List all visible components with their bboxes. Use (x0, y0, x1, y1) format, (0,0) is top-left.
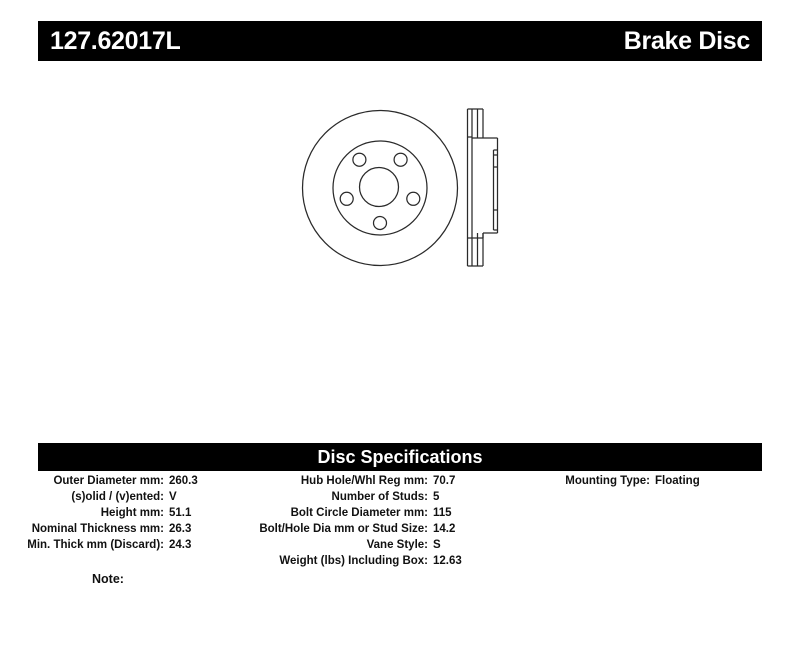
outer-diameter-circle (303, 111, 458, 266)
spec-row (520, 473, 700, 489)
spec-label: Number of Studs: (331, 491, 428, 503)
spec-column-middle (230, 473, 462, 569)
spec-row (230, 521, 462, 537)
spec-label: Bolt Circle Diameter mm: (290, 507, 428, 519)
stud-hole (340, 192, 353, 205)
spec-label: Outer Diameter mm: (53, 475, 164, 487)
stud-hole (407, 192, 420, 205)
spec-label: Bolt/Hole Dia mm or Stud Size: (259, 523, 428, 535)
brake-disc-cross-section (468, 109, 498, 266)
spec-label: Hub Hole/Whl Reg mm: (300, 475, 428, 487)
spec-row (230, 553, 462, 569)
spec-value: 5 (433, 491, 440, 503)
spec-section-title: Disc Specifications (317, 446, 483, 467)
stud-hole (394, 153, 407, 166)
product-type: Brake Disc (623, 26, 750, 55)
spec-value: 12.63 (433, 555, 462, 567)
hub-face-circle (333, 141, 427, 235)
spec-label: Vane Style: (366, 539, 428, 551)
spec-row (20, 521, 198, 537)
spec-value: 115 (433, 507, 452, 519)
spec-row (230, 537, 462, 553)
spec-value: 70.7 (433, 475, 456, 487)
spec-value: 14.2 (433, 523, 456, 535)
spec-row (230, 489, 462, 505)
spec-value: 260.3 (169, 475, 198, 487)
spec-label: Mounting Type: (565, 475, 650, 487)
brake-disc-front-view (303, 111, 458, 266)
center-bore-circle (360, 168, 399, 207)
spec-value: V (169, 491, 177, 503)
spec-row (20, 505, 198, 521)
spec-label: Nominal Thickness mm: (31, 523, 164, 535)
spec-label: Min. Thick mm (Discard): (27, 539, 164, 551)
spec-value: 24.3 (169, 539, 192, 551)
spec-row (20, 537, 198, 553)
spec-label: Height mm: (100, 507, 164, 519)
spec-value: S (433, 539, 441, 551)
stud-hole (374, 217, 387, 230)
spec-value: 26.3 (169, 523, 192, 535)
stud-hole (353, 153, 366, 166)
spec-section-bar (38, 443, 762, 471)
spec-column-right (520, 473, 700, 489)
spec-label: (s)olid / (v)ented: (71, 491, 164, 503)
note-label: Note: (92, 572, 124, 586)
spec-label: Weight (lbs) Including Box: (279, 555, 428, 567)
spec-row (20, 473, 198, 489)
spec-value: Floating (655, 475, 700, 487)
spec-row (230, 473, 462, 489)
spec-value: 51.1 (169, 507, 192, 519)
spec-row (20, 489, 198, 505)
spec-column-left (20, 473, 198, 553)
part-number: 127.62017L (50, 26, 181, 55)
spec-row (230, 505, 462, 521)
